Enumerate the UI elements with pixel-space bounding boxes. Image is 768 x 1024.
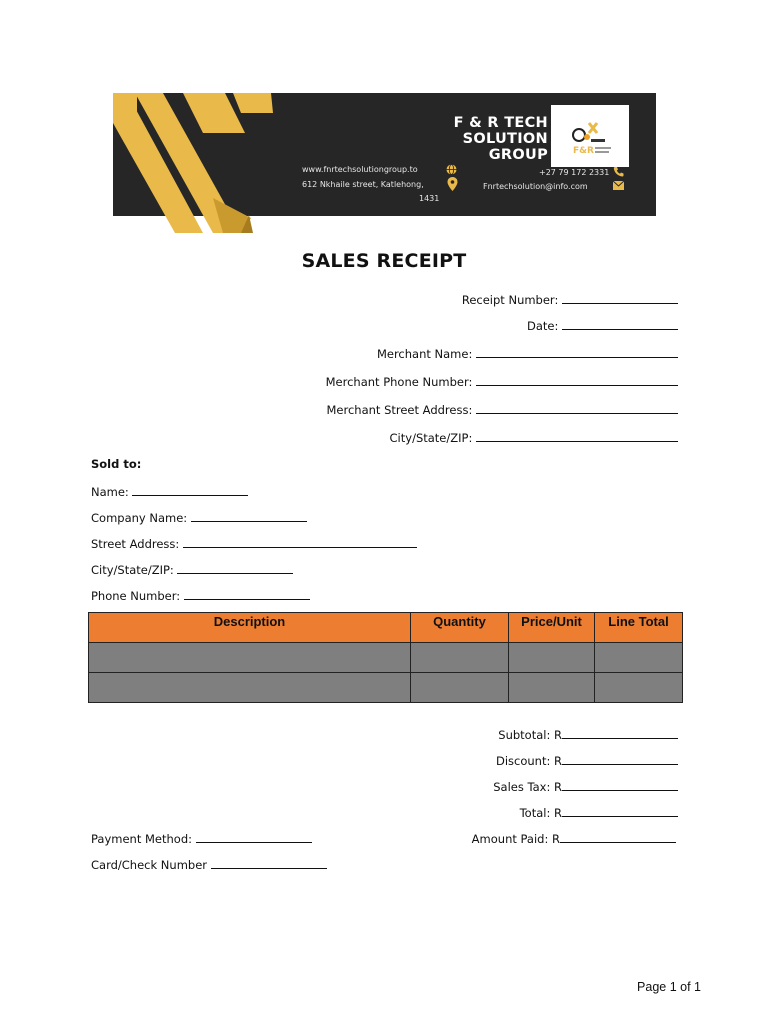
phone-text: +27 79 172 2331 xyxy=(539,168,610,177)
header-banner xyxy=(113,93,656,216)
buyer-name-line[interactable] xyxy=(132,484,248,496)
buyer-street-field: Street Address: xyxy=(91,536,417,551)
date-field: Date: xyxy=(527,318,678,333)
merchant-phone-line[interactable] xyxy=(476,374,678,386)
column-header-quantity: Quantity xyxy=(411,613,509,643)
company-name: F & R TECH SOLUTION GROUP xyxy=(453,115,548,163)
buyer-city-field: City/State/ZIP: xyxy=(91,562,293,577)
table-cell[interactable] xyxy=(509,673,595,703)
address-line1: 612 Nkhaile street, Katlehong, xyxy=(302,180,424,189)
merchant-phone-field: Merchant Phone Number: xyxy=(326,374,678,389)
website-text: www.fnrtechsolutiongroup.to xyxy=(302,165,418,174)
buyer-city-line[interactable] xyxy=(177,562,293,574)
logo-icon xyxy=(551,105,629,167)
items-table xyxy=(88,612,683,703)
buyer-company-line[interactable] xyxy=(191,510,307,522)
merchant-name-field: Merchant Name: xyxy=(377,346,678,361)
total-field: Total: R xyxy=(520,805,678,820)
merchant-name-line[interactable] xyxy=(476,346,678,358)
sales-tax-field: Sales Tax: R xyxy=(493,779,678,794)
email-text: Fnrtechsolution@info.com xyxy=(483,182,588,191)
table-cell[interactable] xyxy=(595,643,683,673)
total-line[interactable] xyxy=(562,805,678,817)
merchant-street-field: Merchant Street Address: xyxy=(326,402,678,417)
merchant-street-line[interactable] xyxy=(476,402,678,414)
table-cell[interactable] xyxy=(89,673,411,703)
table-header-row xyxy=(89,613,683,643)
email-icon xyxy=(613,181,624,190)
subtotal-field: Subtotal: R xyxy=(498,727,678,742)
discount-line[interactable] xyxy=(562,753,678,765)
table-row xyxy=(89,673,683,703)
table-row xyxy=(89,643,683,673)
phone-icon xyxy=(613,166,624,177)
buyer-company-field: Company Name: xyxy=(91,510,307,525)
payment-method-line[interactable] xyxy=(196,831,312,843)
card-check-line[interactable] xyxy=(211,857,327,869)
receipt-number-line[interactable] xyxy=(562,292,678,304)
address-line2: 1431 xyxy=(419,194,440,203)
discount-field: Discount: R xyxy=(496,753,678,768)
page-title: SALES RECEIPT xyxy=(301,250,467,272)
subtotal-line[interactable] xyxy=(562,727,678,739)
page-number: Page 1 of 1 xyxy=(637,980,701,994)
sold-to-heading: Sold to: xyxy=(91,457,142,471)
table-cell[interactable] xyxy=(411,643,509,673)
table-cell[interactable] xyxy=(89,643,411,673)
column-header-line-total: Line Total xyxy=(595,613,683,643)
receipt-number-field: Receipt Number: xyxy=(462,292,678,307)
table-cell[interactable] xyxy=(509,643,595,673)
merchant-city-line[interactable] xyxy=(476,430,678,442)
amount-paid-field: Amount Paid: R xyxy=(472,831,676,846)
date-line[interactable] xyxy=(562,318,678,330)
column-header-description: Description xyxy=(89,613,411,643)
globe-icon xyxy=(446,164,457,175)
buyer-phone-field: Phone Number: xyxy=(91,588,310,603)
column-header-price-unit: Price/Unit xyxy=(509,613,595,643)
payment-method-field: Payment Method: xyxy=(91,831,312,846)
buyer-phone-line[interactable] xyxy=(184,588,310,600)
location-pin-icon xyxy=(447,177,458,191)
buyer-name-field: Name: xyxy=(91,484,248,499)
table-cell[interactable] xyxy=(411,673,509,703)
table-cell[interactable] xyxy=(595,673,683,703)
company-logo xyxy=(551,105,629,167)
buyer-street-line[interactable] xyxy=(183,536,417,548)
amount-paid-line[interactable] xyxy=(560,831,676,843)
merchant-city-field: City/State/ZIP: xyxy=(390,430,678,445)
gold-stripes-graphic xyxy=(113,93,313,235)
sales-tax-line[interactable] xyxy=(562,779,678,791)
card-check-field: Card/Check Number xyxy=(91,857,327,872)
svg-text:F&R: F&R xyxy=(573,146,594,156)
